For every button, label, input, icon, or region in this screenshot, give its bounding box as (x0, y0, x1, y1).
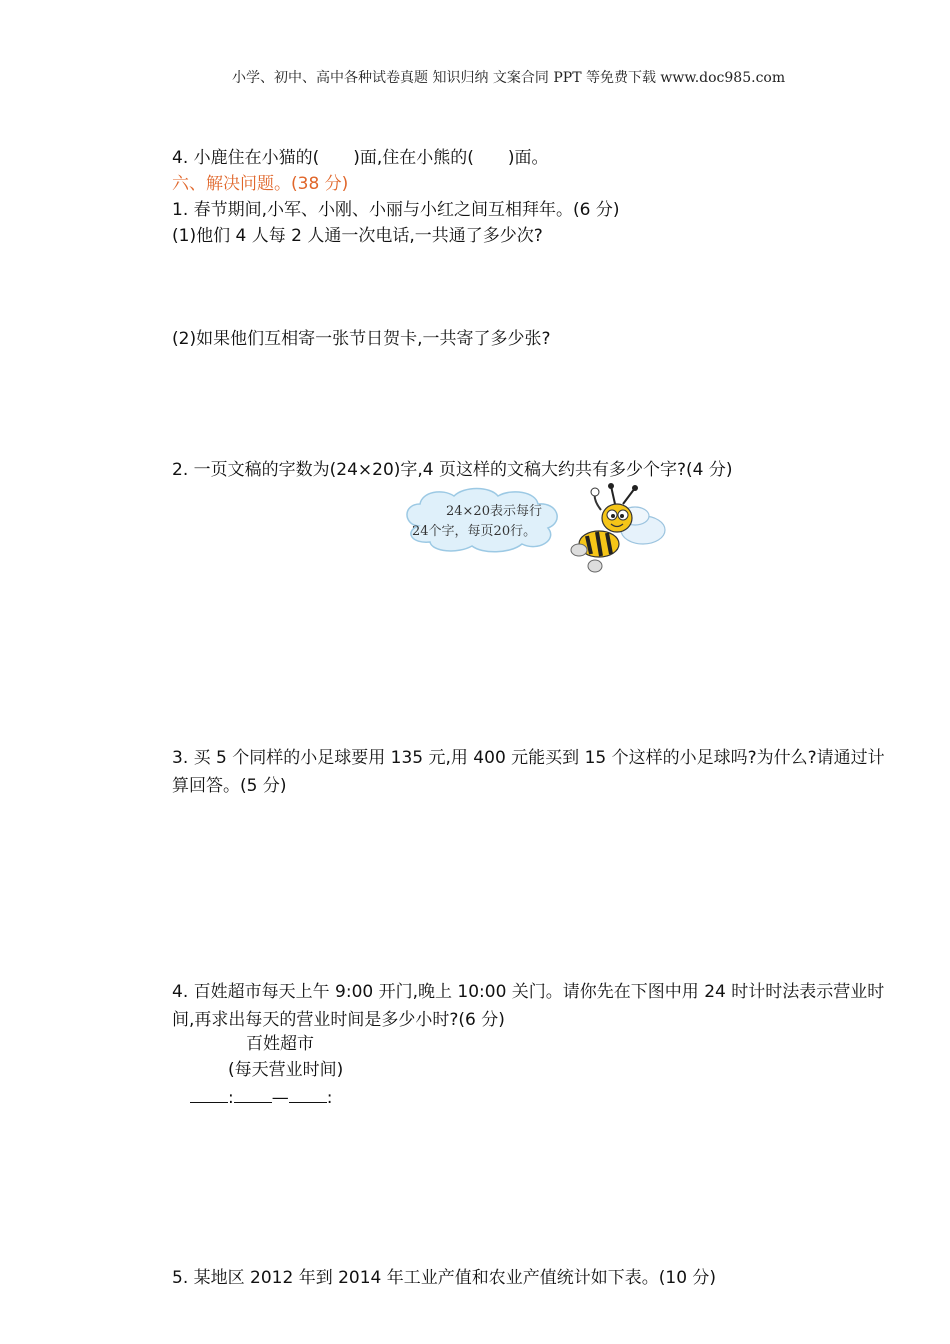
hours-blank-row (190, 1084, 332, 1110)
store-sign-subtitle: (每天营业时间) (228, 1060, 344, 1080)
page-header: 小学、初中、高中各种试卷真题 知识归纳 文案合同 PPT 等免费下载 www.doc985.com (232, 70, 786, 86)
prev-question-4: 4. 小鹿住在小猫的( )面,住在小熊的( )面。 (172, 148, 549, 168)
question-4-stem: 4. 百姓超市每天上午 9:00 开门,晚上 10:00 关门。请你先在下图中用 24 时计时法表示营业时间,再求出每天的营业时间是多少小时?(6 分) (172, 982, 885, 1030)
open-minute-blank[interactable] (234, 1084, 272, 1103)
question-1-stem: 1. 春节期间,小军、小刚、小丽与小红之间互相拜年。(6 分) (172, 200, 620, 220)
hint-bubble (398, 486, 568, 556)
question-2-stem: 2. 一页文稿的字数为(24×20)字,4 页这样的文稿大约共有多少个字?(4 分) (172, 460, 733, 480)
question-3-stem: 3. 买 5 个同样的小足球要用 135 元,用 400 元能买到 15 个这样的小足球吗?为什么?请通过计算回答。(5 分) (172, 748, 885, 796)
colon-1: : (228, 1088, 234, 1108)
dash: — (271, 1088, 289, 1108)
question-1-sub-1: (1)他们 4 人每 2 人通一次电话,一共通了多少次? (172, 226, 543, 246)
colon-2: : (326, 1088, 333, 1108)
question-5-stem: 5. 某地区 2012 年到 2014 年工业产值和农业产值统计如下表。(10 分) (172, 1268, 717, 1288)
hint-line-1: 24×20表示每行 (446, 504, 542, 519)
section-6-title: 六、解决问题。(38 分) (172, 174, 349, 194)
hint-line-2: 24个字，每页20行。 (412, 524, 537, 539)
question-1-sub-2: (2)如果他们互相寄一张节日贺卡,一共寄了多少张? (172, 329, 551, 349)
store-sign-title: 百姓超市 (246, 1034, 314, 1054)
open-hour-blank[interactable] (190, 1084, 228, 1103)
close-hour-blank[interactable] (289, 1084, 327, 1103)
bee-icon (565, 482, 670, 582)
